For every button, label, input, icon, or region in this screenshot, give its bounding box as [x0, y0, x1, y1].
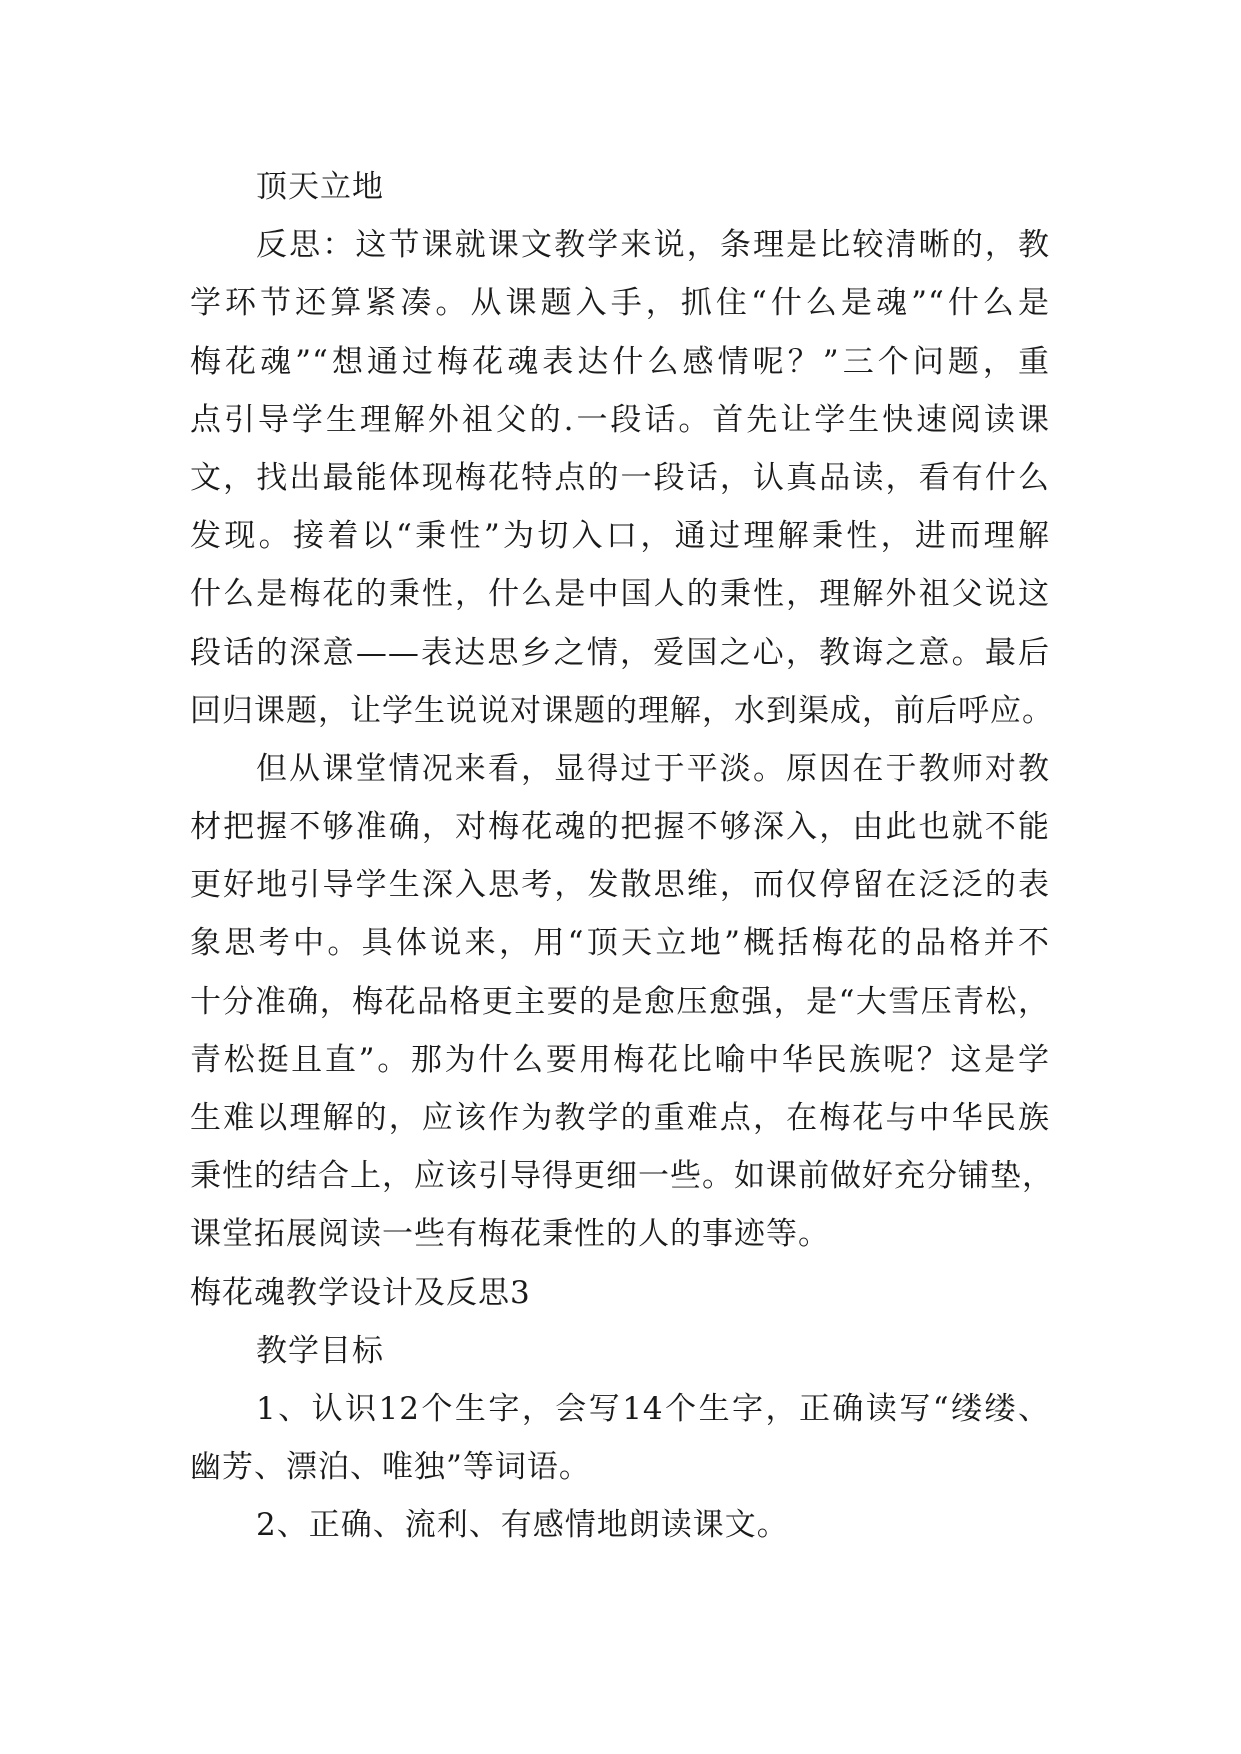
text-line: 材把握不够准确，对梅花魂的把握不够深入，由此也就不能: [190, 809, 1050, 846]
text-line: 梅花魂”“想通过梅花魂表达什么感情呢？”三个问题，重: [190, 343, 1050, 380]
text-line: 回归课题，让学生说说对课题的理解，水到渠成，前后呼应。: [190, 692, 1054, 729]
text-line: 发现。接着以“秉性”为切入口，通过理解秉性，进而理解: [190, 518, 1050, 555]
text-line: 生难以理解的，应该作为教学的重难点，在梅花与中华民族: [190, 1100, 1050, 1136]
text-line: 幽芳、漂泊、唯独”等词语。: [190, 1449, 591, 1486]
text-line: 2、正确、流利、有感情地朗读课文。: [256, 1507, 789, 1544]
text-line: 段话的深意——表达思乡之情，爱国之心，教诲之意。最后: [190, 634, 1050, 671]
text-line: 文，找出最能体现梅花特点的一段话，认真品读，看有什么: [190, 459, 1050, 496]
text-line: 点引导学生理解外祖父的.一段话。首先让学生快速阅读课: [190, 401, 1050, 438]
section-heading: 梅花魂教学设计及反思3: [190, 1274, 531, 1311]
text-line: 反思：这节课就课文教学来说，条理是比较清晰的，教: [256, 227, 1050, 264]
text-line: 但从课堂情况来看，显得过于平淡。原因在于教师对教: [256, 750, 1050, 787]
text-line: 象思考中。具体说来，用“顶天立地”概括梅花的品格并不: [190, 925, 1050, 962]
text-line: 秉性的结合上，应该引导得更细一些。如课前做好充分铺垫，: [190, 1158, 1054, 1195]
subsection-heading: 教学目标: [256, 1332, 384, 1369]
text-line: 顶天立地: [256, 169, 384, 205]
text-line: 1、认识12个生字，会写14个生字，正确读写“缕缕、: [256, 1390, 1050, 1427]
document-body: [190, 158, 1054, 1555]
text-line: 什么是梅花的秉性，什么是中国人的秉性，理解外祖父说这: [190, 576, 1050, 613]
text-line: 十分准确，梅花品格更主要的是愈压愈强，是“大雪压青松，: [190, 983, 1050, 1020]
text-line: 课堂拓展阅读一些有梅花秉性的人的事迹等。: [190, 1216, 830, 1253]
text-line: 学环节还算紧凑。从课题入手，抓住“什么是魂”“什么是: [190, 285, 1050, 322]
text-line: 更好地引导学生深入思考，发散思维，而仅停留在泛泛的表: [190, 867, 1050, 904]
text-line: 青松挺且直”。那为什么要用梅花比喻中华民族呢？这是学: [190, 1041, 1050, 1078]
